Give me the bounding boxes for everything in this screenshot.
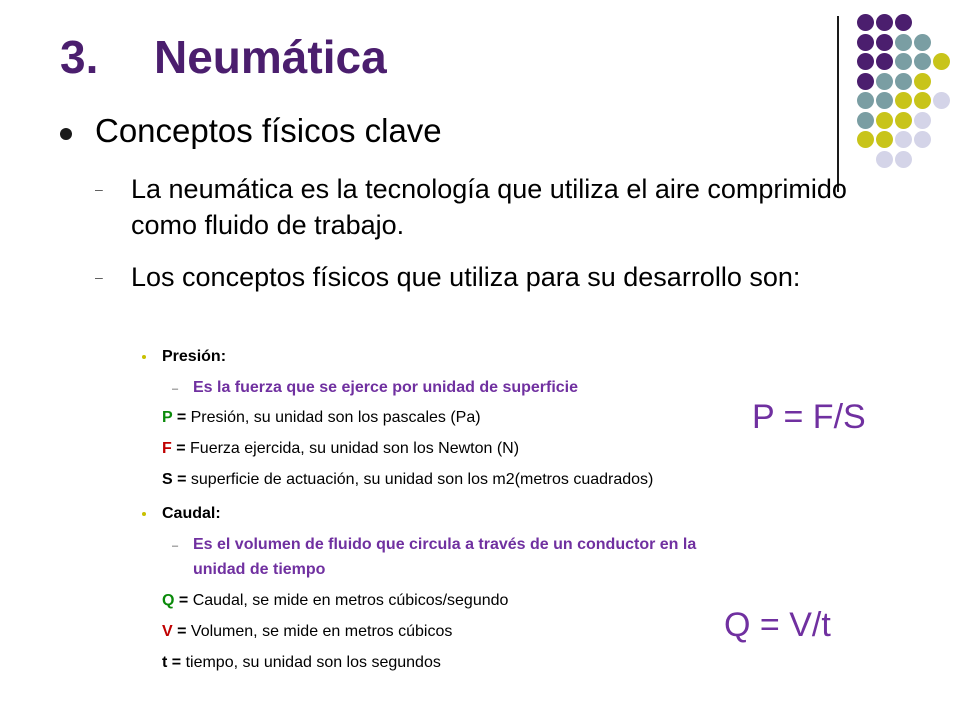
caudal-definition-2: unidad de tiempo — [193, 561, 326, 578]
decorative-dot — [895, 14, 912, 31]
dash-icon: – — [95, 181, 103, 197]
decorative-dot — [857, 73, 874, 90]
presion-var-p: P = Presión, su unidad son los pascales (Pa) — [162, 409, 481, 426]
sub-bullet-icon — [142, 355, 146, 359]
paragraph-2: – Los conceptos físicos que utiliza para su desarrollo son: — [95, 259, 865, 295]
decorative-dot — [895, 73, 912, 90]
decorative-dot — [933, 53, 950, 70]
decorative-dot — [895, 112, 912, 129]
decorative-dot — [914, 112, 931, 129]
decorative-dot — [876, 131, 893, 148]
decorative-dot — [876, 34, 893, 51]
decorative-dot — [876, 53, 893, 70]
decorative-dot — [895, 151, 912, 168]
decorative-dot — [914, 92, 931, 109]
decorative-dot — [914, 53, 931, 70]
caudal-var-q: Q = Caudal, se mide en metros cúbicos/segundo — [162, 592, 509, 609]
decorative-dot — [895, 131, 912, 148]
vertical-divider — [837, 16, 839, 192]
decorative-dot — [876, 14, 893, 31]
caudal-var-v: V = Volumen, se mide en metros cúbicos — [162, 623, 453, 640]
decorative-dot — [876, 73, 893, 90]
heading-text: Conceptos físicos clave — [95, 112, 442, 149]
decorative-dot — [857, 131, 874, 148]
caudal-definition-1: Es el volumen de fluido que circula a través de un conductor en la — [193, 536, 697, 553]
decorative-dot — [876, 92, 893, 109]
caudal-var-t: t = tiempo, su unidad son los segundos — [162, 654, 441, 671]
title-text: Neumática — [154, 31, 387, 83]
decorative-dot — [895, 92, 912, 109]
bullet-icon — [60, 128, 72, 140]
decorative-dot — [876, 151, 893, 168]
presion-var-s: S = superficie de actuación, su unidad son los m2(metros cuadrados) — [162, 471, 654, 488]
decorative-dot — [876, 112, 893, 129]
dash-icon: – — [95, 269, 103, 285]
slide-title — [60, 30, 387, 84]
decorative-dot — [933, 92, 950, 109]
caudal-formula: Q = V/t — [724, 606, 831, 644]
decorative-dot — [857, 14, 874, 31]
presion-definition: Es la fuerza que se ejerce por unidad de superficie — [193, 379, 579, 396]
caudal-label: Caudal: — [162, 505, 221, 522]
title-number: 3. — [60, 31, 99, 83]
decorative-dot — [857, 53, 874, 70]
sub-bullet-icon — [142, 512, 146, 516]
decorative-dot — [857, 92, 874, 109]
dash-icon: – — [172, 540, 179, 552]
decorative-dot — [914, 73, 931, 90]
presion-var-f: F = Fuerza ejercida, su unidad son los Newton (N) — [162, 440, 520, 457]
presion-formula: P = F/S — [752, 398, 866, 436]
dash-icon: – — [172, 383, 179, 395]
decorative-dot — [857, 34, 874, 51]
paragraph-1: – La neumática es la tecnología que utiliza el aire comprimido como fluido de trabajo. — [95, 171, 865, 243]
decorative-dot — [857, 112, 874, 129]
decorative-dot — [895, 53, 912, 70]
decorative-dot — [914, 131, 931, 148]
decorative-dot — [895, 34, 912, 51]
presion-label: Presión: — [162, 348, 227, 365]
decorative-dot — [914, 34, 931, 51]
